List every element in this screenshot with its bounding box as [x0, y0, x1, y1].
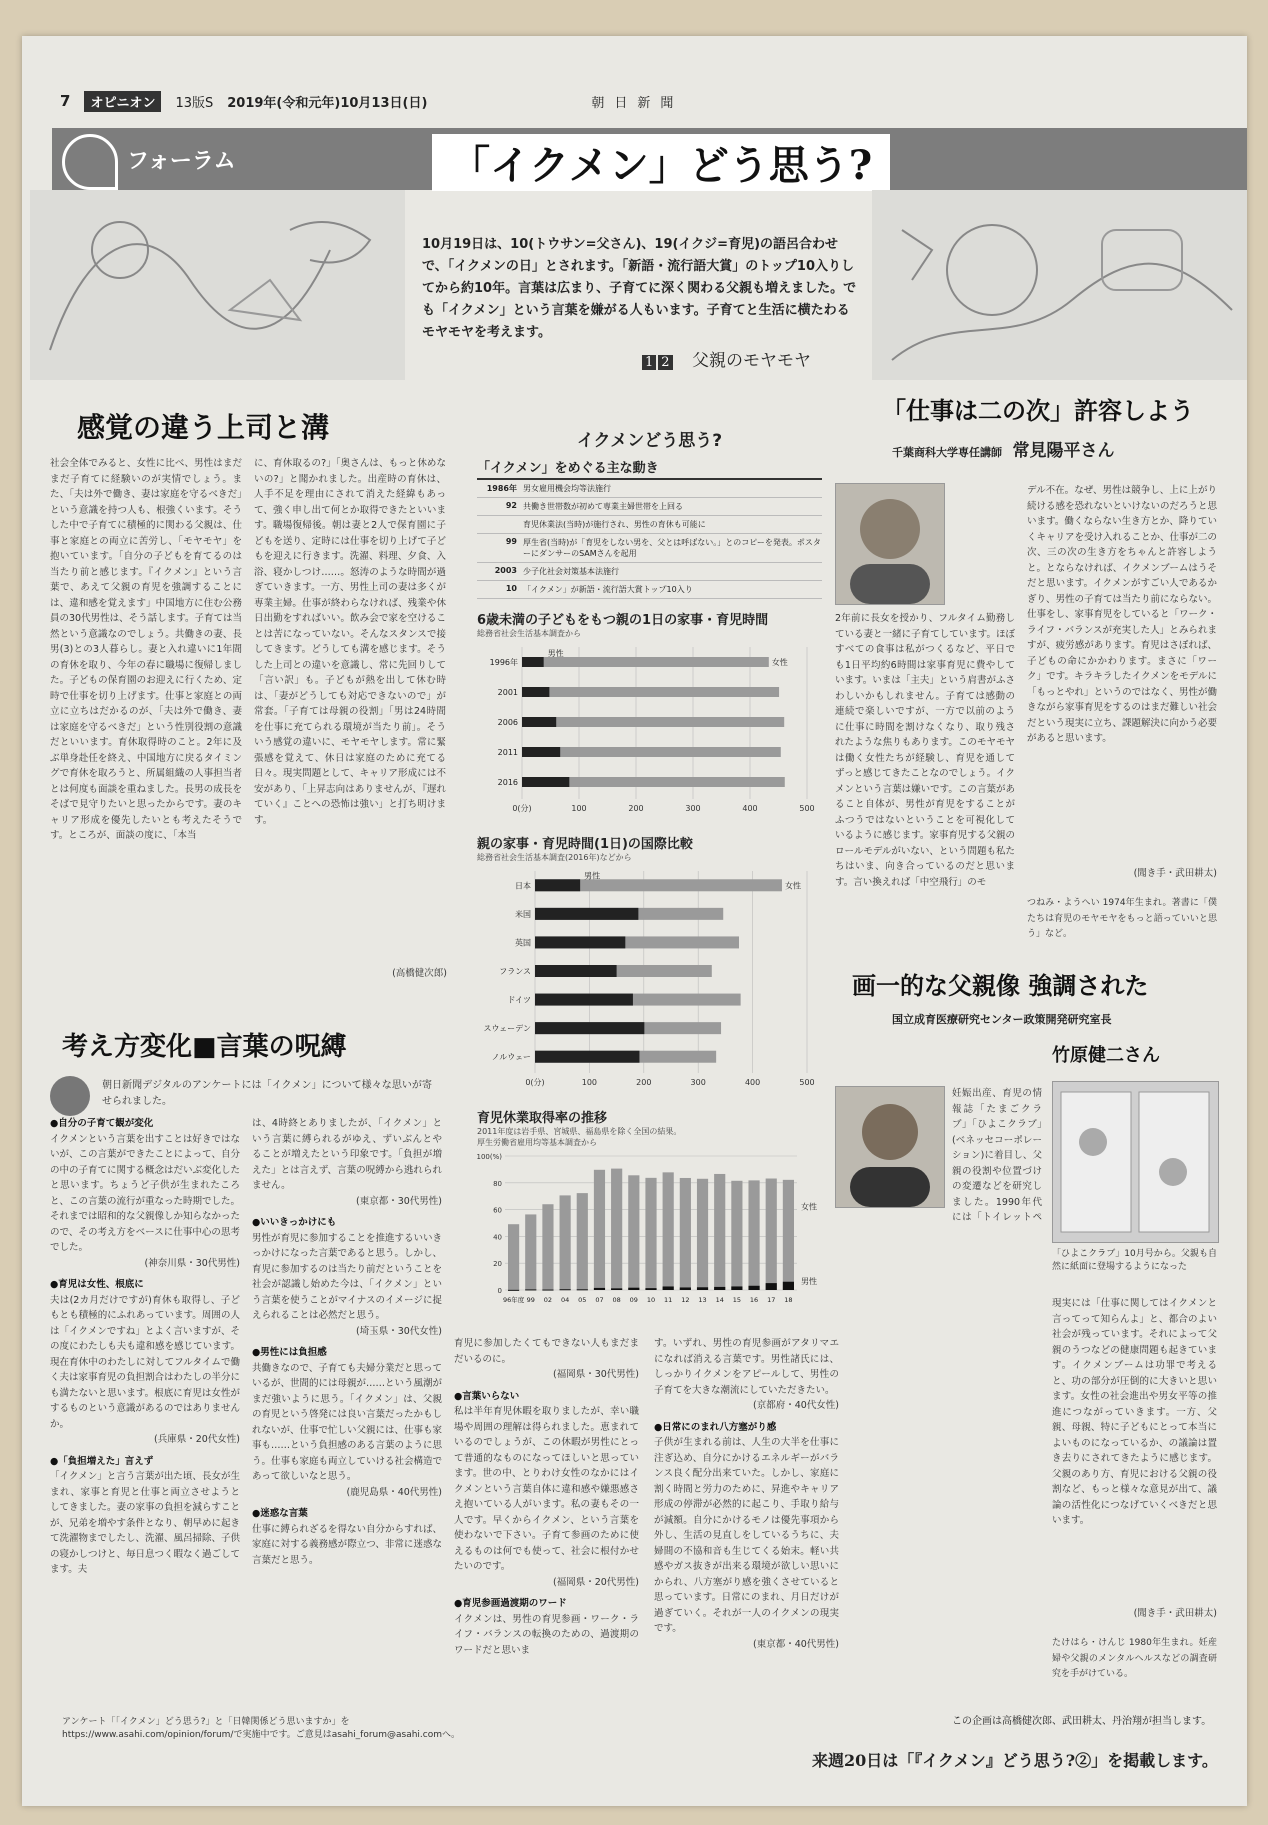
- timeline-event: 育児休業法(当時)が施行され、男性の育休も可能に: [523, 520, 706, 529]
- legend-female: 女性: [801, 1202, 817, 1212]
- chart-housework-time: [477, 639, 822, 819]
- article-b-headline: 考え方変化■言葉の呪縛: [62, 1032, 347, 1062]
- bar-male: [535, 908, 638, 920]
- comment-text: 共働きなので、子育ても夫婦分業だと思っているが、世間的には母親が……という風潮がまだ強いように思う。「イクメン」は、父親の育児という啓発には良い言葉だったかもしれないが、仕事で忙しい父親には、仕事も家事も……という負担感のある言葉のように思う。仕事も家庭も両立していける社会構造であって欲しいなと思う。: [252, 1362, 443, 1482]
- chart2-title: 親の家事・育児時間(1日)の国際比較: [477, 837, 693, 852]
- chart1-title: 6歳未満の子どもをもつ親の1日の家事・育児時間: [477, 613, 769, 628]
- chart-international: [477, 863, 822, 1093]
- y-tick-label: 60: [493, 1206, 502, 1215]
- comment-text: す。いずれ、男性の育児参画がアタリマエになれば消える言葉です。男性諸氏には、しっかりイクメンをアピールして、男性の子育てを大きな潮流にしていただきたい。: [654, 1338, 839, 1396]
- bar-male: [535, 1051, 639, 1063]
- bar-male: [783, 1282, 794, 1290]
- timeline-event: 少子化社会対策基本法施行: [523, 567, 619, 576]
- series-title: 父親のモヤモヤ: [691, 351, 811, 371]
- lead-paragraph: 10月19日は、10(トウサン=父さん)、19(イクジ=育児)の語呂合わせで、「イクメンの日」とされます。「新語・流行語大賞」のトップ10入りしてから約10年。言葉は広まり、子育てに深く関わる父親も増えました。でも「イクメン」という言葉を嫌がる人もいます。子育てと生活に横たわるモヤモヤを考えます。: [422, 237, 857, 340]
- interviewee-name: 常見陽平さん: [1012, 441, 1115, 461]
- timeline-row: [477, 581, 822, 599]
- chart3-title: 育児休業取得率の推移: [477, 1111, 608, 1126]
- article-d-name: 竹原健二さん: [1052, 1045, 1160, 1066]
- comment-text: 夫は(2カ月だけですが)育休も取得し、子どもとも積極的にふれあっています。周囲の人は「イクメンですね」とよく言いますが、その度にわたしも夫も違和感を感じています。現在育休中のわたしに対してフルタイムで働く夫は家事育児の負担割合はわたしの半分にも満たないと思います。根底に育児は女性がするものという意識があるのではありませんか。: [50, 1294, 241, 1430]
- comment-text: は、4時終とありましたが、「イクメン」という言葉に縛られるがゆえ、ずいぶんとやることが増えたという印象です。「負担が増えた」とは言えず、言葉の呪縛から逃れられません。: [252, 1118, 442, 1191]
- comment-source: (兵庫県・20代女性): [153, 1434, 240, 1445]
- series-label: [642, 346, 811, 371]
- magazine-spread-icon: [1053, 1082, 1218, 1242]
- bar-female: [766, 1179, 777, 1290]
- panel-title: イクメンどう思う?: [576, 431, 723, 451]
- article-a-credit: (高橋健次郎): [392, 968, 447, 979]
- article-b-col2: [252, 1116, 442, 1568]
- issue-date: 2019年(令和元年)10月13日(日): [227, 95, 428, 111]
- next-week-notice: 来週20日は「『イクメン』どう思う?②」を掲載します。: [812, 1751, 1218, 1770]
- article-d-col2: 現実には「仕事に関してはイクメンと言ってって知らんよ」と、都合のよい社会が残っています。それによって父親のうつなどの健康問題も起きています。イクメンブームは功罪で考えると、功の部分が圧倒的に大きいと思います。女性の社会進出や男女平等の推進につながっていきます。一方、父親、母親、特に子どもにとって本当によいものになっているか、の議論は置き去りにされてきたように感じます。父親のあり方、育児における父親の役割など、もっと様々な意見が出て、議論の活性化につなげていくべきだと思います。: [1052, 1298, 1217, 1526]
- article-b-intro: 朝日新聞デジタルのアンケートには「イクメン」について様々な思いが寄せられました。: [102, 1080, 432, 1107]
- comment-heading: ●「負担増えた」言えず: [50, 1455, 154, 1467]
- bar-male: [522, 717, 556, 727]
- illustration-right: [872, 190, 1247, 380]
- timeline-row: [477, 534, 822, 563]
- timeline-row: [477, 516, 822, 534]
- chart-leave-rate: [477, 1148, 822, 1308]
- bar-male: [645, 1288, 656, 1290]
- comment-source: (東京都・30代男性): [355, 1195, 442, 1207]
- article-c-profile: つねみ・ようへい 1974年生まれ。著書に「僕たちは育児のモヤモヤをもっと語っていいと思う」など。: [1027, 898, 1217, 939]
- comment-heading: ●迷惑な言葉: [252, 1508, 308, 1519]
- legend-male: 男性: [547, 649, 564, 658]
- timeline-year: [477, 519, 523, 530]
- article-c-headline: 「仕事は二の次」許容しよう: [882, 396, 1194, 425]
- masthead: [60, 88, 1210, 114]
- legend-female: 女性: [771, 658, 788, 667]
- paper-name: 朝日新聞: [591, 95, 684, 111]
- comment-heading: ●男性には負担感: [252, 1347, 327, 1358]
- y-tick-label: 20: [493, 1260, 502, 1269]
- category-label: 2011: [497, 748, 518, 757]
- staff-credits: この企画は高橋健次郎、武田耕太、丹治翔が担当します。: [952, 1716, 1212, 1727]
- category-label: フランス: [499, 967, 531, 976]
- timeline-year: 92: [505, 501, 517, 510]
- comment-source: (埼玉県・30代女性): [355, 1325, 442, 1337]
- x-tick-label: 05: [578, 1296, 587, 1304]
- x-tick-label: 200: [636, 1078, 652, 1087]
- bar-male: [535, 936, 625, 948]
- comment-text: 男性が育児に参加することを推進するいいきっかけになった言葉であると思う。しかし、育児に参加するのは当たり前だということを社会が認識し始めた今は、「イクメン」という言葉を使うことがマイナスのイメージに捉えられることは必然だと思う。: [252, 1232, 443, 1321]
- survey-icon: [50, 1076, 90, 1116]
- article-a-col1: 社会全体でみると、女性に比べ、男性はまだまだ子育てに経験いのが実情でしょう。また、「夫は外で働き、妻は家庭を守るべきだ」という意識を持つ人も、根強くいます。そうした中で子育てに積極的に関わる父親は、仕事と家庭との両立に苦労し、「モヤモヤ」を抱いています。「自分の子どもを育てるのは当たり前と感じます。『イクメン』という言葉で、あえて父親の育児を強調することには、違和感を覚えます」中国地方に住む公務員の30代男性は、そう話します。子育ては当然という意識なのでしょう。共働きの妻、長男(3)との3人暮らし。妻と入れ違いに1年間の育休を取り、今年の春に職場に復帰しました。子どもの保育園のお迎えに行くため、定時で仕事を切り上げます。仕事と家庭との両立に立ちはだかるのが、「夫は外で働き、妻は家庭を守るべきだ」という性別役割の意識だといいます。育休取得時のこと。2年に及ぶ単身赴任を終え、中国地方に戻るタイミングで育休を取ろうと、所属組織の人事担当者とは何度も面談を重ねました。長男の成長をそばで見守りたいと思ったからです。妻のキャリア形成を優先したいとも考えたそうです。ところが、面談の度に、「本当: [50, 458, 242, 841]
- bar-female: [611, 1169, 622, 1290]
- person-icon: [836, 484, 944, 604]
- survey-footer: アンケート「「イクメン」どう思う?」と「日韓関係どう思いますか」をhttps://www.asahi.com/opinion/forum/で実施中です。ご意見はasahi_forum@asahi.comへ。: [62, 1717, 461, 1740]
- x-tick-label: 96年度: [502, 1296, 525, 1304]
- category-label: 2001: [497, 688, 518, 697]
- bar-male: [663, 1286, 674, 1290]
- affiliation: 千葉商科大学専任講師: [892, 446, 1002, 459]
- timeline-event: 共働き世帯数が初めて専業主婦世帯を上回る: [523, 502, 683, 511]
- comment-heading: ●日常にのまれ八方塞がり感: [654, 1421, 777, 1433]
- x-tick-label: 0(分): [525, 1078, 545, 1087]
- category-label: スウェーデン: [483, 1024, 531, 1034]
- bar-male: [560, 1289, 571, 1290]
- legend-female: 女性: [784, 881, 801, 891]
- bar-male: [714, 1287, 725, 1290]
- legend-male: 男性: [801, 1277, 817, 1286]
- article-d-col1-top: 妊娠出産、育児の情報誌「たまごクラブ」「ひよこクラブ」(ベネッセコーポレーション)に着目し、父親の役割や位置づけの変遷などを研究しました。1990年代には「トイレットペ: [952, 1088, 1042, 1223]
- doodle-illustration-left: [30, 190, 405, 380]
- bar-male: [522, 777, 569, 787]
- category-label: 日本: [515, 881, 531, 891]
- timeline-year: 99: [505, 537, 517, 546]
- timeline-row: [477, 563, 822, 581]
- comment-source: (福岡県・20代男性): [552, 1576, 639, 1588]
- x-tick-label: 04: [560, 1296, 570, 1304]
- bar-female: [697, 1179, 708, 1290]
- infographic-panel: [477, 426, 822, 1312]
- article-a-headline: 感覚の違う上司と溝: [77, 411, 330, 444]
- portrait-photo-tsunemi: [835, 483, 945, 605]
- comment-text: 子供が生まれる前は、人生の大半を仕事に注ぎ込め、自分にかけるエネルギーがバランス良く配分出来ていた。しかし、家庭に割く時間と労力のために、昇進やキャリア形成の停滞が必然的に起こり、手取り給与が減額。自分にかけるモノは優先事項から外し、生活の見直しをしているうちに、夫婦間の不協和音も生じてくる始末。軽い共感やガス抜きが出来る環境が欲しい思いにかられ、八方塞がり感を強くさせていると思っています。日常にのまれ、月日だけが過ぎていく。それが一人のイクメンの現実です。: [654, 1437, 839, 1634]
- x-tick-label: 10: [646, 1296, 656, 1304]
- bar-female: [522, 657, 769, 667]
- article-b-col3: [454, 1336, 639, 1658]
- x-tick-label: 16: [749, 1296, 759, 1304]
- timeline-list: [477, 480, 822, 599]
- x-tick-label: 300: [690, 1078, 706, 1087]
- category-label: 2006: [497, 718, 518, 727]
- x-tick-label: 200: [628, 804, 644, 813]
- x-tick-label: 400: [744, 1078, 761, 1087]
- bar-male: [628, 1288, 639, 1290]
- comment-text: 「イクメン」と言う言葉が出た頃、長女が生まれ、家事と育児と仕事と両立させようとしてきました。妻の家事の負担を減らすことが、兄弟を増やす条件となり、朝早めに起きて洗濯物までしたし、洗濯、風呂掃除、子供の寝かしつけと、毎日息つく暇なく過ごしてます。夫: [50, 1471, 241, 1575]
- person-icon: [836, 1087, 944, 1207]
- y-tick-label: 0: [497, 1287, 502, 1295]
- bar-female: [560, 1195, 571, 1290]
- bar-male: [522, 657, 544, 667]
- timeline-event: 厚生省(当時)が「育児をしない男を、父とは呼ばない。」とのコピーを発表。ポスターにダンサーのSAMさんを起用: [523, 538, 821, 558]
- x-tick-label: 17: [767, 1296, 776, 1304]
- bar-female: [783, 1180, 794, 1290]
- timeline-row: [477, 480, 822, 498]
- comment-heading: ●いいきっかけにも: [252, 1217, 337, 1228]
- bar-female: [663, 1172, 674, 1290]
- chart1-source: 総務省社会生活基本調査から: [477, 629, 581, 638]
- bar-female: [731, 1181, 742, 1290]
- x-tick-label: 11: [664, 1296, 673, 1304]
- timeline-year: 1986年: [486, 484, 517, 493]
- comment-source: (神奈川県・30代男性): [144, 1257, 240, 1269]
- edition: 13版S: [175, 95, 214, 111]
- bar-female: [522, 717, 784, 727]
- bar-male: [535, 1022, 644, 1034]
- bar-male: [594, 1288, 605, 1290]
- bar-female: [645, 1178, 656, 1290]
- comment-text: 私は半年育児休暇を取りましたが、幸い職場や周囲の理解は得られました。恵まれているのでしょうが、この休暇が男性にとって普通的なものになってほしいと思っています。世の中、とりわけ女性のなかにはイクメンという言葉自体に違和感や嫌悪感さえ抱いている人がいます。私の妻もその一人です。早くからイクメン、という言葉を使わないで下さい。子育て参画のために使えるものは何でも使って、社会に根付かせたいのです。: [454, 1406, 639, 1572]
- bar-male: [680, 1287, 691, 1290]
- bar-female: [508, 1224, 519, 1290]
- doodle-illustration-right: [872, 190, 1247, 380]
- bar-male: [577, 1289, 588, 1290]
- x-tick-label: 07: [595, 1296, 604, 1304]
- portrait-photo-takehara: [835, 1086, 945, 1208]
- article-d-affiliation: 国立成育医療研究センター政策開発研究室長: [892, 1013, 1112, 1026]
- comment-source: (福岡県・30代男性): [552, 1369, 639, 1380]
- article-d-headline: 画一的な父親像 強調された: [852, 971, 1149, 1000]
- timeline-year: 2003: [494, 566, 517, 575]
- category-label: 米国: [515, 909, 531, 919]
- x-tick-label: 14: [715, 1296, 724, 1304]
- x-tick-label: 09: [629, 1296, 638, 1304]
- x-tick-label: 100: [571, 804, 587, 813]
- magazine-photo: [1052, 1081, 1219, 1243]
- series-number-2: 2: [658, 355, 672, 370]
- forum-label: フォーラム: [127, 149, 236, 174]
- bar-male: [697, 1287, 708, 1290]
- chart3-source: 厚生労働省雇用均等基本調査から: [477, 1138, 597, 1147]
- timeline-year: 10: [505, 584, 517, 593]
- bar-male: [522, 687, 549, 697]
- bar-male: [535, 994, 633, 1006]
- category-label: ドイツ: [507, 995, 531, 1005]
- comment-text: 育児に参加したくてもできない人もまだまだいるのに。: [454, 1338, 639, 1365]
- legend-male: 男性: [584, 871, 601, 881]
- bar-male: [542, 1290, 553, 1291]
- bar-female: [680, 1178, 691, 1290]
- forum-logo-icon: [62, 134, 118, 190]
- article-a-col2: に、育休取るの?」「奥さんは、もっと休めないの?」と聞かれました。出産時の育休は、人手不足を理由にされて消えた経緯もあって、強く申し出て何とか取得できたといいます。職場復帰後。朝は妻と2人で保育園に子どもを送り、定時には仕事を切り上げて子どもを迎えに行きます。洗濯、料理、夕食、入浴、寝かしつけ……。怒涛のような時間が過ぎていきます。一方、男性上司の妻は多くが専業主婦。仕事が終わらなければ、残業や休日出勤をすればいい。飲み会で家を空けることは苦になっていない。そんなスタンスで接してきます。どうしても溝を感じます。そうした上司との違いを意識し、常に先回りして「言い訳」も。子どもが熱を出して休む時は、「妻がどうしても対応できないので」が常套。「子育ては母親の役割」「男は24時間を仕事に充てられる環境が当たり前」。そういう感覚の違いに、モヤモヤします。常に緊張感を覚えて、休日は家庭のために充てる日々。現実問題として、キャリア形成には不安があり、「上昇志向はありませんが、『遅れていく』ことへの恐怖は強い」と打ち明けます。: [254, 458, 446, 826]
- bar-female: [594, 1170, 605, 1290]
- x-tick-label: 13: [698, 1296, 707, 1304]
- comment-text: イクメンは、男性の育児参画・ワーク・ライフ・バランスの転換のための、過渡期のワードだと思いま: [454, 1613, 639, 1656]
- timeline-event: 「イクメン」が新語・流行語大賞トップ10入り: [523, 585, 693, 594]
- magazine-caption: 「ひよこクラブ」10月号から。父親も自然に紙面に登場するようになった: [1052, 1249, 1217, 1272]
- x-tick-label: 18: [784, 1296, 793, 1304]
- bar-male: [611, 1288, 622, 1290]
- section-label: オピニオン: [84, 91, 161, 112]
- x-tick-label: 15: [732, 1296, 742, 1304]
- newspaper-page: [22, 36, 1247, 1806]
- article-c-credit: (聞き手・武田耕太): [1133, 868, 1217, 879]
- bar-female: [714, 1174, 725, 1290]
- comment-heading: ●自分の子育て観が変化: [50, 1118, 154, 1129]
- y-tick-label: 100(%): [477, 1153, 502, 1161]
- comment-source: (鹿児島県・40代男性): [346, 1486, 442, 1498]
- article-b-col1: [50, 1116, 240, 1578]
- article-d-profile: たけはら・けんじ 1980年生まれ。妊産婦や父親のメンタルヘルスなどの調査研究を手がけている。: [1052, 1638, 1217, 1679]
- timeline-title: 「イクメン」をめぐる主な動き: [477, 457, 822, 480]
- x-tick-label: 100: [581, 1078, 598, 1087]
- comment-heading: ●言葉いらない: [454, 1390, 520, 1402]
- x-tick-label: 500: [799, 1078, 815, 1087]
- x-tick-label: 0(分): [512, 804, 532, 813]
- category-label: 2016: [497, 778, 518, 787]
- comment-source: (京都府・40代女性): [752, 1400, 839, 1411]
- article-b-col4: [654, 1336, 839, 1652]
- chart2-source: 総務省社会生活基本調査(2016年)などから: [477, 853, 632, 862]
- timeline-row: [477, 498, 822, 516]
- illustration-left: [30, 190, 405, 380]
- bar-male: [535, 965, 617, 977]
- x-tick-label: 99: [526, 1296, 535, 1304]
- category-label: 英国: [515, 938, 531, 948]
- page-title: 「イクメン」どう思う?: [432, 134, 890, 191]
- x-tick-label: 500: [799, 804, 815, 813]
- bar-female: [522, 747, 781, 757]
- bar-female: [525, 1214, 536, 1290]
- x-tick-label: 02: [543, 1296, 553, 1304]
- article-c-byline: [892, 436, 1115, 461]
- bar-male: [766, 1283, 777, 1290]
- x-tick-label: 12: [681, 1296, 690, 1304]
- comment-heading: ●育児は女性、根底に: [50, 1279, 144, 1290]
- comment-text: 仕事に縛られざるを得ない自分からすれば、家庭に対する義務感が際立つ、非常に迷惑な言葉だと思う。: [252, 1523, 443, 1566]
- y-tick-label: 40: [493, 1233, 502, 1242]
- bar-female: [522, 687, 779, 697]
- bar-male: [508, 1290, 519, 1291]
- category-label: 1996年: [489, 658, 518, 667]
- chart3-subtitle: 2011年度は岩手県、宮城県、福島県を除く全国の結果。: [477, 1127, 682, 1136]
- bar-male: [748, 1286, 759, 1290]
- comment-text: イクメンという言葉を出すことは好きではないが、この言葉ができたことによって、自分の中の子育てに関する概念はだいぶ変化したと思います。ちょうど子供が生まれたころと、この言葉の流行が重なった時期でした。それまでは昭和的な父親像しか知らなかったので、その考え方をベースに仕事中心の思考でした。: [50, 1133, 241, 1253]
- forum-banner: [52, 128, 1247, 190]
- bar-female: [748, 1180, 759, 1290]
- page-number: 7: [60, 92, 71, 110]
- bar-female: [628, 1175, 639, 1290]
- article-d-credit: (聞き手・武田耕太): [1133, 1608, 1217, 1619]
- x-tick-label: 400: [742, 804, 758, 813]
- timeline-event: 男女雇用機会均等法施行: [523, 484, 611, 493]
- bar-male: [731, 1286, 742, 1290]
- series-number-1: 1: [642, 355, 656, 370]
- bar-male: [522, 747, 560, 757]
- comment-heading: ●育児参画過渡期のワード: [454, 1598, 567, 1609]
- article-c-col1: 2年前に長女を授かり、フルタイム勤務している妻と一緒に子育てしています。ほぼすべての食事は私がつくるなど、平日でも1日平均約6時間は家事育児に費やしています。いまは「主夫」という肩書がふさわしいかもしれません。子育ては感動の連続で楽しいですが、一方で以前のように仕事に時間を割けなくなり、取り残されたような焦りもあります。このモヤモヤは働く女性たちが経験し、育児を通してずっと感じてきたことなのでしょう。イクメンという言葉は嫌いです。この言葉があること自体が、男性が育児をすることがふつうではないということを可視化しているように感じます。家事育児する父親のロールモデルがいない、という問題も私たちはいま、向き合っているのだと思います。言い換えれば「中空飛行」のモ: [835, 613, 1015, 888]
- comment-source: (東京都・40代男性): [752, 1638, 839, 1650]
- category-label: ノルウェー: [491, 1052, 531, 1062]
- bar-male: [535, 879, 580, 891]
- y-tick-label: 80: [493, 1179, 502, 1188]
- bar-male: [525, 1289, 536, 1290]
- article-c-col2: デル不在。なぜ、男性は競争し、上に上がり続ける感を恐れないといけないのだろうと思います。働くならない生き方とか、降りていくキャリアを受け入れることか、仕事が二の次、三の次の生き方をちゃんと許容しようと。とならなければ、イクメンブームはうそだと思います。イクメンがすごい人であるかぎり、男性の子育ては当たり前にならない。仕事をし、家事育児をしていると「ワーク・ライフ・バランスが充実した人」とみられますが、疲労感があります。育児はさぼれば、子どもの命にかかわります。まさに「ワーク」です。キラキラしたイクメンをモデルに「もっとやれ」というのではなく、男性が働きながら家事育児をするのはまだ難しい社会だという現実に立ち、課題解決に向かう必要があると思います。: [1027, 485, 1218, 744]
- bar-female: [542, 1204, 553, 1290]
- x-tick-label: 300: [685, 804, 701, 813]
- x-tick-label: 08: [612, 1296, 621, 1304]
- bar-female: [577, 1193, 588, 1290]
